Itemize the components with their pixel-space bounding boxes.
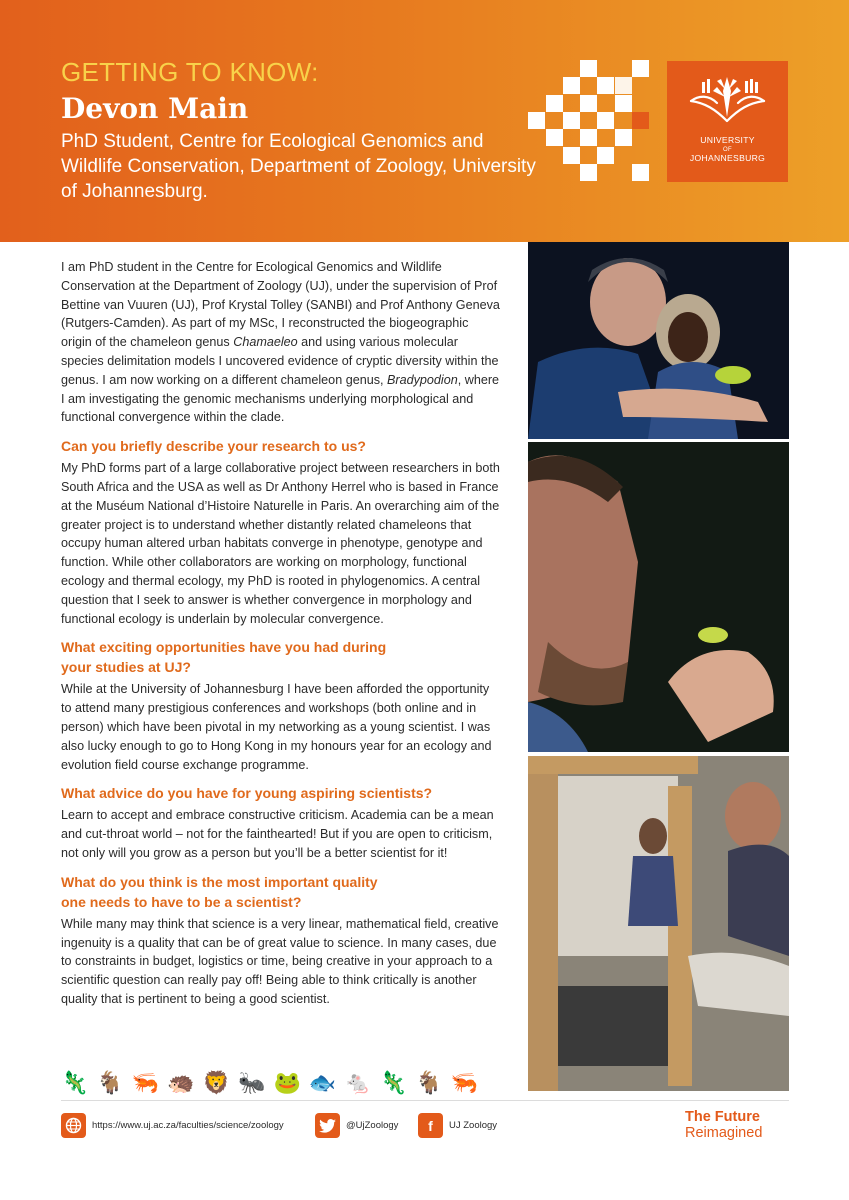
answer-paragraph: My PhD forms part of a large collaborative project between researchers in both South Africa and the USA as well as Dr Anthony Herrel who is based in France at the Muséum National d’Histoire Naturelle in Paris. An overarching aim of the greater project is to understand whether distantly related chameleons that occupy human altered urban habitats converge in phenotype, genotype and function. While other collaborators are working on morphology, functional ecology and thermal ecology, my PhD is rooted in phylogenomics. A central question that I seek to answer is whether convergence in morphology and functional ecology is underlain by molecular convergence. [61, 461, 500, 626]
aloe-emblem-icon [685, 73, 770, 123]
tagline [685, 1109, 762, 1141]
person-subtitle: PhD Student, Centre for Ecological Genomics and Wildlife Conservation, Department of Zoology, University of Johannesburg. [61, 131, 536, 202]
logo-line-of: OF [723, 147, 732, 153]
photo-chameleon-in-hand [528, 442, 789, 752]
lion-icon: 🦁 [202, 1070, 231, 1095]
kicker-text: GETTING TO KNOW: [61, 57, 319, 87]
antelope-icon: 🐐 [96, 1070, 124, 1095]
shrimp-icon: 🦐 [131, 1070, 160, 1095]
question-heading: What do you think is the most important quality one needs to have to be a scientist? [61, 873, 378, 910]
intro-text-3: , where I am investigating the genomic mechanisms underlying morphological and functional convergence within the clade. [61, 372, 500, 425]
person-name: Devon Main [61, 92, 249, 125]
header-banner [0, 0, 849, 242]
genus-chamaeleo: Chamaeleo [233, 335, 298, 350]
logo-line-university: UNIVERSITY [700, 135, 755, 145]
footer-twitter[interactable] [315, 1113, 398, 1138]
twitter-icon [315, 1113, 340, 1138]
footer-facebook[interactable] [418, 1113, 497, 1138]
twitter-handle[interactable]: @UjZoology [346, 1120, 399, 1131]
photo-night-selfie [528, 242, 789, 439]
answer-paragraph: While at the University of Johannesburg I have been afforded the opportunity to attend many prestigious conferences and workshops (both online and in person) which have been pivotal in my networking as a young scientist. I was also lucky enough to go to Hong Kong in my honours year for an ecology and evolution field course exchange programme. [61, 682, 492, 772]
hedgehog-icon: 🦔 [167, 1070, 195, 1095]
question-heading: Can you briefly describe your research to us? [61, 438, 366, 455]
mouse-icon: 🐁 [344, 1070, 372, 1095]
photo-column [528, 242, 789, 1091]
globe-icon [61, 1113, 86, 1138]
logo-line-johannesburg: JOHANNESBURG [689, 153, 766, 163]
lizard-icon: 🦎 [379, 1070, 408, 1095]
fish-icon: 🐟 [308, 1070, 337, 1095]
shrimp-icon: 🦐 [450, 1070, 478, 1095]
university-logo [667, 61, 788, 182]
article-body [61, 258, 501, 1009]
animal-silhouette-row [61, 1066, 521, 1096]
pixel-pattern-graphic [528, 60, 652, 184]
question-heading: What exciting opportunities have you had during your studies at UJ? [61, 639, 387, 676]
insect-icon: 🐜 [238, 1070, 266, 1095]
tagline-line1: The Future [685, 1109, 760, 1125]
footer-website[interactable] [61, 1113, 284, 1138]
lizard-icon: 🦎 [61, 1070, 89, 1095]
tagline-line2: Reimagined [685, 1125, 763, 1141]
genus-bradypodion: Bradypodion [387, 372, 458, 387]
photo-field-lab [528, 756, 789, 1091]
question-heading: What advice do you have for young aspiring scientists? [61, 785, 433, 802]
intro-text-2: and using various molecular species delimitation models I uncovered evidence of cryptic diversity within the genus. I am now working on a different chameleon genus, [61, 335, 499, 387]
facebook-page[interactable]: UJ Zoology [449, 1120, 498, 1131]
intro-text-1: I am PhD student in the Centre for Ecological Genomics and Wildlife Conservation at the Department of Zoology (UJ), under the supervision of Prof Bettine van Vuuren (UJ), Prof Krystal Tolley (SANBI) and Prof Anthony Geneva (Rutgers-Camden). As part of my MSc, I reconstructed the biogeographic origin of the chameleon genus [61, 260, 500, 350]
answer-paragraph: While many may think that science is a very linear, mathematical field, creative ingenuity is a quality that can be of great value to science. In many cases, due to constraints in budget, logistics or time, being creative in your approach to a scientific question can really pay off! Being able to think critically is another quality that is pertinent to being a good scientist. [61, 916, 499, 1006]
facebook-icon: f [418, 1113, 443, 1138]
footer-divider [61, 1100, 789, 1101]
antelope-icon: 🐐 [415, 1070, 443, 1095]
frog-icon: 🐸 [273, 1070, 301, 1095]
answer-paragraph: Learn to accept and embrace constructive criticism. Academia can be a mean and cut-throat world – not for the fainthearted! But if you are open to criticism, not only will you grow as a person but you’ll be a better scientist for it! [61, 808, 494, 860]
website-link[interactable]: https://www.uj.ac.za/faculties/science/zoology [92, 1120, 284, 1131]
intro-paragraph [61, 258, 501, 427]
